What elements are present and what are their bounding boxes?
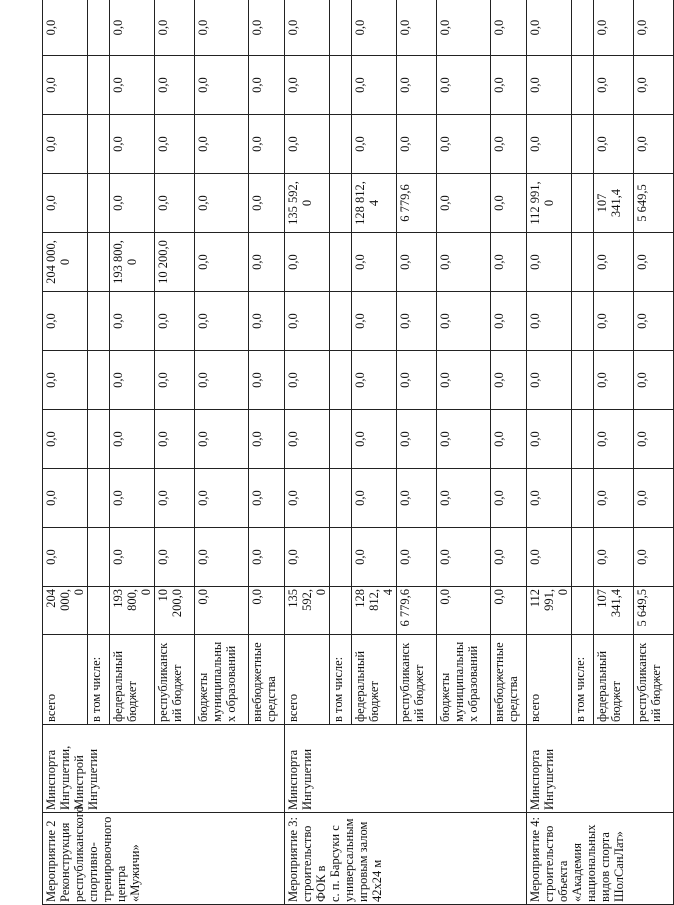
- year-amount-cell: 0,0: [437, 233, 491, 292]
- year-amount-cell: 0,0: [195, 56, 249, 115]
- year-amount-cell: [330, 528, 352, 587]
- year-amount-cell: 0,0: [491, 0, 527, 56]
- year-amount-cell: 0,0: [249, 174, 285, 233]
- year-amount-cell: 0,0: [43, 528, 88, 587]
- year-amount-cell: 0,0: [491, 174, 527, 233]
- year-amount-cell: 0,0: [110, 528, 155, 587]
- total-amount-cell: [330, 587, 352, 635]
- responsible-executor: Минспорта Ингушетии: [527, 725, 674, 813]
- year-amount-cell: 0,0: [195, 410, 249, 469]
- year-amount-cell: 0,0: [594, 56, 634, 115]
- year-amount-cell: 0,0: [285, 469, 330, 528]
- year-amount-cell: 0,0: [43, 174, 88, 233]
- year-amount-cell: [88, 410, 110, 469]
- year-amount-cell: 112 991, 0: [527, 174, 572, 233]
- year-amount-cell: 0,0: [110, 56, 155, 115]
- funding-source-label: в том числе:: [88, 635, 110, 725]
- year-amount-cell: [330, 174, 352, 233]
- funding-source-label: в том числе:: [572, 635, 594, 725]
- year-amount-cell: [88, 292, 110, 351]
- year-amount-cell: [572, 410, 594, 469]
- year-amount-cell: 0,0: [110, 115, 155, 174]
- year-amount-cell: 0,0: [43, 469, 88, 528]
- year-amount-cell: 0,0: [352, 528, 397, 587]
- year-amount-cell: 0,0: [634, 410, 674, 469]
- year-amount-cell: 0,0: [155, 115, 195, 174]
- year-amount-cell: [572, 351, 594, 410]
- year-amount-cell: 135 592, 0: [285, 174, 330, 233]
- total-amount-cell: 0,0: [437, 587, 491, 635]
- year-amount-cell: 0,0: [352, 469, 397, 528]
- year-amount-cell: 0,0: [155, 528, 195, 587]
- total-amount-cell: 112 991, 0: [527, 587, 572, 635]
- year-amount-cell: [330, 351, 352, 410]
- funding-table: [42, 0, 674, 905]
- year-amount-cell: 6 779,6: [397, 174, 437, 233]
- year-amount-cell: 0,0: [527, 469, 572, 528]
- year-amount-cell: 0,0: [397, 528, 437, 587]
- year-amount-cell: 0,0: [352, 233, 397, 292]
- year-amount-cell: 0,0: [285, 56, 330, 115]
- year-amount-cell: [88, 528, 110, 587]
- year-amount-cell: [572, 174, 594, 233]
- year-amount-cell: [572, 528, 594, 587]
- year-amount-cell: 0,0: [491, 292, 527, 351]
- year-amount-cell: 0,0: [43, 0, 88, 56]
- year-amount-cell: [88, 233, 110, 292]
- event-title: Мероприятие 3: строительство ФОК в с. п. Барсуки с универсальным игровым залом 42х24 м: [285, 813, 527, 905]
- year-amount-cell: [88, 469, 110, 528]
- year-amount-cell: [572, 0, 594, 56]
- year-amount-cell: 0,0: [285, 351, 330, 410]
- year-amount-cell: 0,0: [437, 528, 491, 587]
- year-amount-cell: 0,0: [437, 174, 491, 233]
- year-amount-cell: 0,0: [491, 528, 527, 587]
- year-amount-cell: 0,0: [527, 56, 572, 115]
- year-amount-cell: 0,0: [352, 351, 397, 410]
- year-amount-cell: 0,0: [594, 351, 634, 410]
- year-amount-cell: 0,0: [43, 56, 88, 115]
- year-amount-cell: [330, 56, 352, 115]
- year-amount-cell: [88, 56, 110, 115]
- year-amount-cell: 0,0: [437, 351, 491, 410]
- year-amount-cell: 0,0: [155, 351, 195, 410]
- year-amount-cell: 0,0: [285, 410, 330, 469]
- year-amount-cell: 0,0: [43, 351, 88, 410]
- funding-source-label: всего: [285, 635, 330, 725]
- year-amount-cell: 0,0: [491, 56, 527, 115]
- year-amount-cell: 0,0: [155, 292, 195, 351]
- year-amount-cell: 0,0: [397, 115, 437, 174]
- year-amount-cell: 0,0: [110, 469, 155, 528]
- year-amount-cell: 0,0: [195, 0, 249, 56]
- year-amount-cell: 0,0: [352, 0, 397, 56]
- year-amount-cell: 0,0: [249, 410, 285, 469]
- year-amount-cell: 0,0: [594, 469, 634, 528]
- year-amount-cell: 0,0: [249, 292, 285, 351]
- year-amount-cell: 0,0: [155, 174, 195, 233]
- event-title: Мероприятие 4: строительство объекта «Академия национальных видов спорта ШолСанЛат»: [527, 813, 674, 905]
- total-amount-cell: [88, 587, 110, 635]
- year-amount-cell: [330, 115, 352, 174]
- year-amount-cell: [572, 292, 594, 351]
- year-amount-cell: 0,0: [195, 351, 249, 410]
- funding-source-label: бюджеты муниципальны х образований: [195, 635, 249, 725]
- total-amount-cell: 135 592, 0: [285, 587, 330, 635]
- total-amount-cell: 6 779,6: [397, 587, 437, 635]
- year-amount-cell: 0,0: [110, 410, 155, 469]
- year-amount-cell: 0,0: [155, 56, 195, 115]
- year-amount-cell: 0,0: [249, 528, 285, 587]
- total-amount-cell: 107 341,4: [594, 587, 634, 635]
- year-amount-cell: 193 800, 0: [110, 233, 155, 292]
- year-amount-cell: [572, 56, 594, 115]
- funding-source-label: федеральный бюджет: [352, 635, 397, 725]
- year-amount-cell: 0,0: [594, 410, 634, 469]
- year-amount-cell: 0,0: [397, 410, 437, 469]
- table-row: [285, 0, 330, 905]
- year-amount-cell: 0,0: [397, 0, 437, 56]
- year-amount-cell: 0,0: [352, 410, 397, 469]
- year-amount-cell: 0,0: [634, 233, 674, 292]
- year-amount-cell: 0,0: [397, 233, 437, 292]
- year-amount-cell: 0,0: [352, 292, 397, 351]
- funding-source-label: республиканск ий бюджет: [155, 635, 195, 725]
- total-amount-cell: 0,0: [491, 587, 527, 635]
- total-amount-cell: 0,0: [195, 587, 249, 635]
- year-amount-cell: 0,0: [491, 115, 527, 174]
- year-amount-cell: 0,0: [634, 56, 674, 115]
- year-amount-cell: [572, 233, 594, 292]
- year-amount-cell: [88, 0, 110, 56]
- rotated-table-wrapper: [42, 0, 663, 905]
- year-amount-cell: 0,0: [249, 469, 285, 528]
- year-amount-cell: 0,0: [249, 351, 285, 410]
- year-amount-cell: 107 341,4: [594, 174, 634, 233]
- event-title: Мероприятие 2 Реконструкция республиканского спортивно- тренировочного центра «Мужичи»: [43, 813, 285, 905]
- year-amount-cell: 0,0: [527, 292, 572, 351]
- year-amount-cell: 0,0: [594, 528, 634, 587]
- year-amount-cell: 0,0: [437, 469, 491, 528]
- year-amount-cell: 0,0: [491, 410, 527, 469]
- year-amount-cell: 0,0: [285, 0, 330, 56]
- year-amount-cell: 0,0: [43, 115, 88, 174]
- year-amount-cell: 0,0: [437, 292, 491, 351]
- total-amount-cell: 193 800, 0: [110, 587, 155, 635]
- year-amount-cell: 0,0: [527, 0, 572, 56]
- funding-source-label: бюджеты муниципальны х образований: [437, 635, 491, 725]
- year-amount-cell: 0,0: [249, 115, 285, 174]
- year-amount-cell: [330, 410, 352, 469]
- year-amount-cell: 5 649,5: [634, 174, 674, 233]
- year-amount-cell: 0,0: [285, 115, 330, 174]
- year-amount-cell: [330, 0, 352, 56]
- year-amount-cell: 0,0: [195, 469, 249, 528]
- year-amount-cell: [88, 174, 110, 233]
- year-amount-cell: 0,0: [634, 0, 674, 56]
- year-amount-cell: 0,0: [195, 528, 249, 587]
- year-amount-cell: [572, 115, 594, 174]
- year-amount-cell: 0,0: [397, 469, 437, 528]
- table-body: [43, 0, 674, 905]
- year-amount-cell: 0,0: [527, 410, 572, 469]
- funding-source-label: республиканск ий бюджет: [397, 635, 437, 725]
- funding-source-label: в том числе:: [330, 635, 352, 725]
- year-amount-cell: 0,0: [634, 528, 674, 587]
- year-amount-cell: 204 000, 0: [43, 233, 88, 292]
- year-amount-cell: 0,0: [491, 469, 527, 528]
- table-row: [43, 0, 88, 905]
- year-amount-cell: 0,0: [437, 410, 491, 469]
- year-amount-cell: [330, 469, 352, 528]
- year-amount-cell: 0,0: [594, 292, 634, 351]
- year-amount-cell: 0,0: [110, 351, 155, 410]
- year-amount-cell: 0,0: [43, 292, 88, 351]
- total-amount-cell: 128 812, 4: [352, 587, 397, 635]
- funding-source-label: внебюджетные средства: [491, 635, 527, 725]
- funding-source-label: внебюджетные средства: [249, 635, 285, 725]
- year-amount-cell: 0,0: [437, 0, 491, 56]
- year-amount-cell: 0,0: [437, 115, 491, 174]
- year-amount-cell: 0,0: [437, 56, 491, 115]
- year-amount-cell: 0,0: [249, 56, 285, 115]
- year-amount-cell: 0,0: [155, 469, 195, 528]
- year-amount-cell: 0,0: [634, 115, 674, 174]
- total-amount-cell: 10 200,0: [155, 587, 195, 635]
- total-amount-cell: 5 649,5: [634, 587, 674, 635]
- year-amount-cell: 0,0: [352, 115, 397, 174]
- year-amount-cell: 0,0: [491, 233, 527, 292]
- year-amount-cell: 0,0: [634, 292, 674, 351]
- year-amount-cell: 0,0: [527, 351, 572, 410]
- funding-source-label: федеральный бюджет: [594, 635, 634, 725]
- funding-source-label: республиканск ий бюджет: [634, 635, 674, 725]
- year-amount-cell: 0,0: [110, 292, 155, 351]
- year-amount-cell: 10 200,0: [155, 233, 195, 292]
- year-amount-cell: 0,0: [285, 292, 330, 351]
- year-amount-cell: 0,0: [352, 56, 397, 115]
- funding-source-label: федеральный бюджет: [110, 635, 155, 725]
- funding-source-label: всего: [527, 635, 572, 725]
- year-amount-cell: 0,0: [527, 115, 572, 174]
- year-amount-cell: 0,0: [594, 0, 634, 56]
- year-amount-cell: [88, 351, 110, 410]
- funding-source-label: всего: [43, 635, 88, 725]
- total-amount-cell: 204 000, 0: [43, 587, 88, 635]
- year-amount-cell: 0,0: [195, 115, 249, 174]
- responsible-executor: Минспорта Ингушетии, Минстрой Ингушетии: [43, 725, 285, 813]
- year-amount-cell: 0,0: [155, 0, 195, 56]
- year-amount-cell: 0,0: [43, 410, 88, 469]
- table-row: [527, 0, 572, 905]
- year-amount-cell: [88, 115, 110, 174]
- year-amount-cell: 0,0: [110, 174, 155, 233]
- year-amount-cell: 0,0: [285, 528, 330, 587]
- year-amount-cell: 0,0: [195, 233, 249, 292]
- year-amount-cell: 0,0: [249, 233, 285, 292]
- year-amount-cell: 0,0: [527, 233, 572, 292]
- year-amount-cell: 0,0: [594, 115, 634, 174]
- year-amount-cell: 0,0: [195, 174, 249, 233]
- year-amount-cell: 0,0: [249, 0, 285, 56]
- year-amount-cell: 0,0: [285, 233, 330, 292]
- year-amount-cell: [330, 292, 352, 351]
- year-amount-cell: 0,0: [397, 56, 437, 115]
- year-amount-cell: 0,0: [594, 233, 634, 292]
- year-amount-cell: [330, 233, 352, 292]
- responsible-executor: Минспорта Ингушетии: [285, 725, 527, 813]
- year-amount-cell: 0,0: [527, 528, 572, 587]
- year-amount-cell: 0,0: [397, 351, 437, 410]
- year-amount-cell: 128 812, 4: [352, 174, 397, 233]
- total-amount-cell: [572, 587, 594, 635]
- year-amount-cell: 0,0: [195, 292, 249, 351]
- year-amount-cell: [572, 469, 594, 528]
- total-amount-cell: 0,0: [249, 587, 285, 635]
- year-amount-cell: 0,0: [155, 410, 195, 469]
- year-amount-cell: 0,0: [491, 351, 527, 410]
- year-amount-cell: 0,0: [634, 351, 674, 410]
- year-amount-cell: 0,0: [110, 0, 155, 56]
- year-amount-cell: 0,0: [634, 469, 674, 528]
- year-amount-cell: 0,0: [397, 292, 437, 351]
